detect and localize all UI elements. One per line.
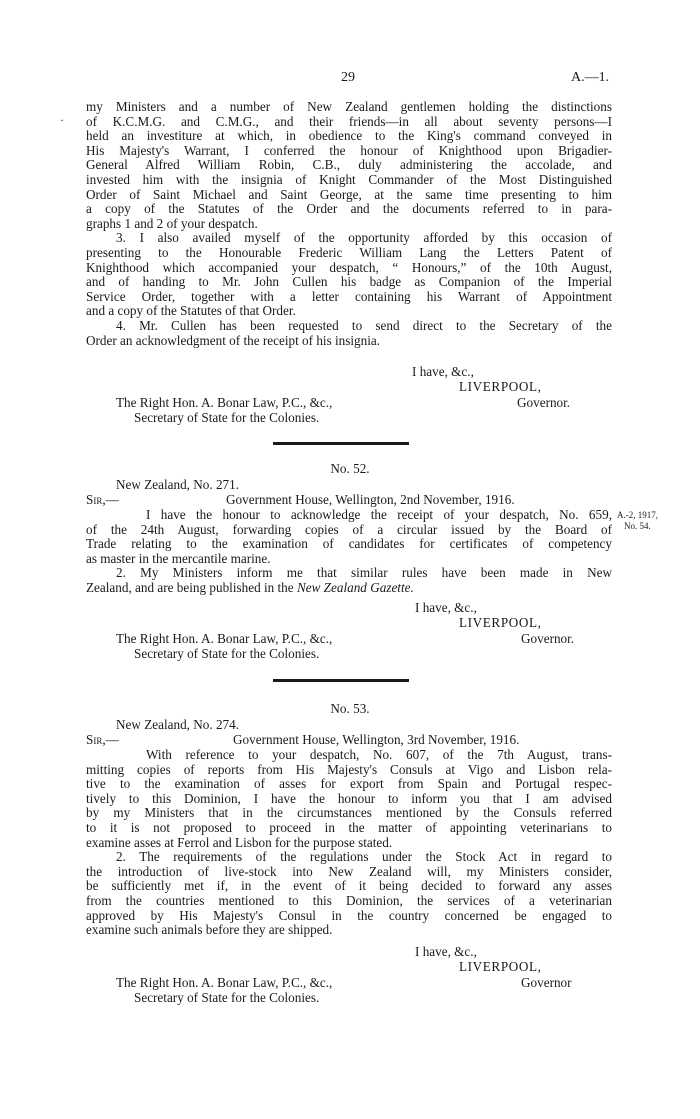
text-line: His Majesty's Warrant, I conferred the honour of Knighthood upon Brigadier-: [86, 142, 612, 158]
section-divider: [273, 442, 409, 445]
text-line: by my Ministers that in the circumstances mentioned by the Consuls referred: [86, 805, 612, 821]
despatch-number: No. 52.: [330, 461, 370, 476]
text-line: the introduction of live-stock into New Zealand will, my Ministers consider,: [86, 863, 612, 879]
text-line: 2. My Ministers inform me that similar rules have been made in New: [116, 565, 612, 581]
text-line: General Alfred William Robin, C.B., duly administering the accolade, and: [86, 157, 612, 173]
signatory-title: Governor.: [521, 631, 575, 646]
text-line: Order of Saint Michael and Saint George, at the same time presenting to him: [86, 186, 612, 202]
text-line: invested him with the insignia of Knight Commander of the Most Distinguished: [86, 171, 612, 187]
despatch-place-date: Government House, Wellington, 2nd November, 1916.: [226, 492, 515, 507]
text-line: a copy of the Statutes of the Order and the documents referred to in para-: [86, 201, 612, 217]
addressee-line: The Right Hon. A. Bonar Law, P.C., &c.,: [116, 975, 333, 990]
text-line: With reference to your despatch, No. 607, of the 7th August, trans-: [146, 747, 612, 762]
text-line: of K.C.M.G. and C.M.G., and their friends—in all about seventy persons—I: [86, 113, 612, 129]
signatory-name: LIVERPOOL,: [459, 959, 542, 974]
text-line: held an investiture at which, in obedience to the King's command conveyed in: [86, 128, 612, 144]
page-number: 29: [341, 70, 355, 85]
addressee-line: The Right Hon. A. Bonar Law, P.C., &c.,: [116, 631, 333, 646]
text-line: and of handing to Mr. John Cullen his badge as Companion of the Imperial: [86, 274, 612, 290]
addressee-title: Secretary of State for the Colonies.: [134, 646, 320, 661]
text-line: Service Order, together with a letter containing his Warrant of Appointment: [86, 288, 612, 304]
text-line: presenting to the Honourable Frederic William Lang the Letters Patent of: [86, 244, 612, 260]
signatory-name: LIVERPOOL,: [459, 615, 542, 630]
addressee-title: Secretary of State for the Colonies.: [134, 990, 320, 1005]
gazette-title: New Zealand Gazette.: [296, 579, 414, 595]
signatory-name: LIVERPOOL,: [459, 379, 542, 394]
text-line: tive to the examination of asses for export from Spain and Portugal respec-: [86, 776, 612, 792]
text-line: to it is not proposed to proceed in the matter of appointing veterinarians to: [86, 819, 612, 835]
text-line: from the countries mentioned to this Dominion, the services of a veterinarian: [86, 892, 612, 908]
margin-dot: ·: [60, 113, 64, 127]
text-line: mitting copies of reports from His Majesty's Consuls at Vigo and Lisbon rela-: [86, 761, 612, 777]
text-line: of the 24th August, forwarding copies of a circular issued by the Board of: [86, 521, 612, 537]
signatory-title: Governor: [521, 975, 572, 990]
text-line: Order an acknowledgment of the receipt of his insignia.: [86, 332, 381, 348]
closing-salutation: I have, &c.,: [412, 364, 474, 379]
text-line: Knighthood which accompanied your despatch, “ Honours,” of the 10th August,: [86, 259, 612, 275]
addressee-line: The Right Hon. A. Bonar Law, P.C., &c.,: [116, 395, 333, 410]
despatch-52-body: [86, 508, 612, 596]
text-line: graphs 1 and 2 of your despatch.: [86, 215, 258, 231]
despatch-number: No. 53.: [330, 701, 370, 716]
margin-note: A.-2, 1917,: [617, 510, 658, 520]
text-line: examine such animals before they are shipped.: [86, 922, 333, 938]
text-line: approved by His Majesty's Consul in the country concerned be engaged to: [86, 907, 612, 923]
page-header: [0, 71, 700, 89]
despatch-reference: New Zealand, No. 274.: [116, 717, 240, 732]
closing-salutation: I have, &c.,: [415, 600, 477, 615]
margin-note: No. 54.: [624, 521, 651, 531]
text-line: as master in the mercantile marine.: [86, 550, 271, 566]
text-line: tively to this Dominion, I have the honour to inform you that I am advised: [86, 790, 612, 806]
text-line: 4. Mr. Cullen has been requested to send direct to the Secretary of the: [116, 317, 612, 333]
text-line: and a copy of the Statutes of that Order.: [86, 303, 296, 319]
despatch-place-date: Government House, Wellington, 3rd November, 1916.: [233, 732, 520, 747]
paragraph-continued: [86, 100, 612, 348]
salutation: Sir,—: [86, 492, 119, 507]
text-line: examine asses at Ferrol and Lisbon for the purpose stated.: [86, 834, 393, 850]
text-line: 2. The requirements of the regulations under the Stock Act in regard to: [116, 849, 612, 865]
text-line: I have the honour to acknowledge the receipt of your despatch, No. 659,: [146, 507, 612, 522]
section-divider: [273, 679, 409, 682]
addressee-title: Secretary of State for the Colonies.: [134, 410, 320, 425]
text-line: [86, 581, 612, 596]
closing-salutation: I have, &c.,: [415, 944, 477, 959]
text-line: be sufficiently met if, in the event of it being decided to forward any asses: [86, 878, 612, 894]
salutation: Sir,—: [86, 732, 119, 747]
document-reference: A.—1.: [571, 70, 610, 85]
text-span: Zealand, and are being published in the: [86, 579, 297, 595]
text-line: my Ministers and a number of New Zealand gentlemen holding the distinctions: [86, 99, 612, 114]
text-line: 3. I also availed myself of the opportunity afforded by this occasion of: [116, 230, 612, 246]
signatory-title: Governor.: [517, 395, 571, 410]
text-line: Trade relating to the examination of candidates for certificates of competency: [86, 536, 612, 552]
despatch-reference: New Zealand, No. 271.: [116, 477, 240, 492]
despatch-53-body: [86, 748, 612, 938]
